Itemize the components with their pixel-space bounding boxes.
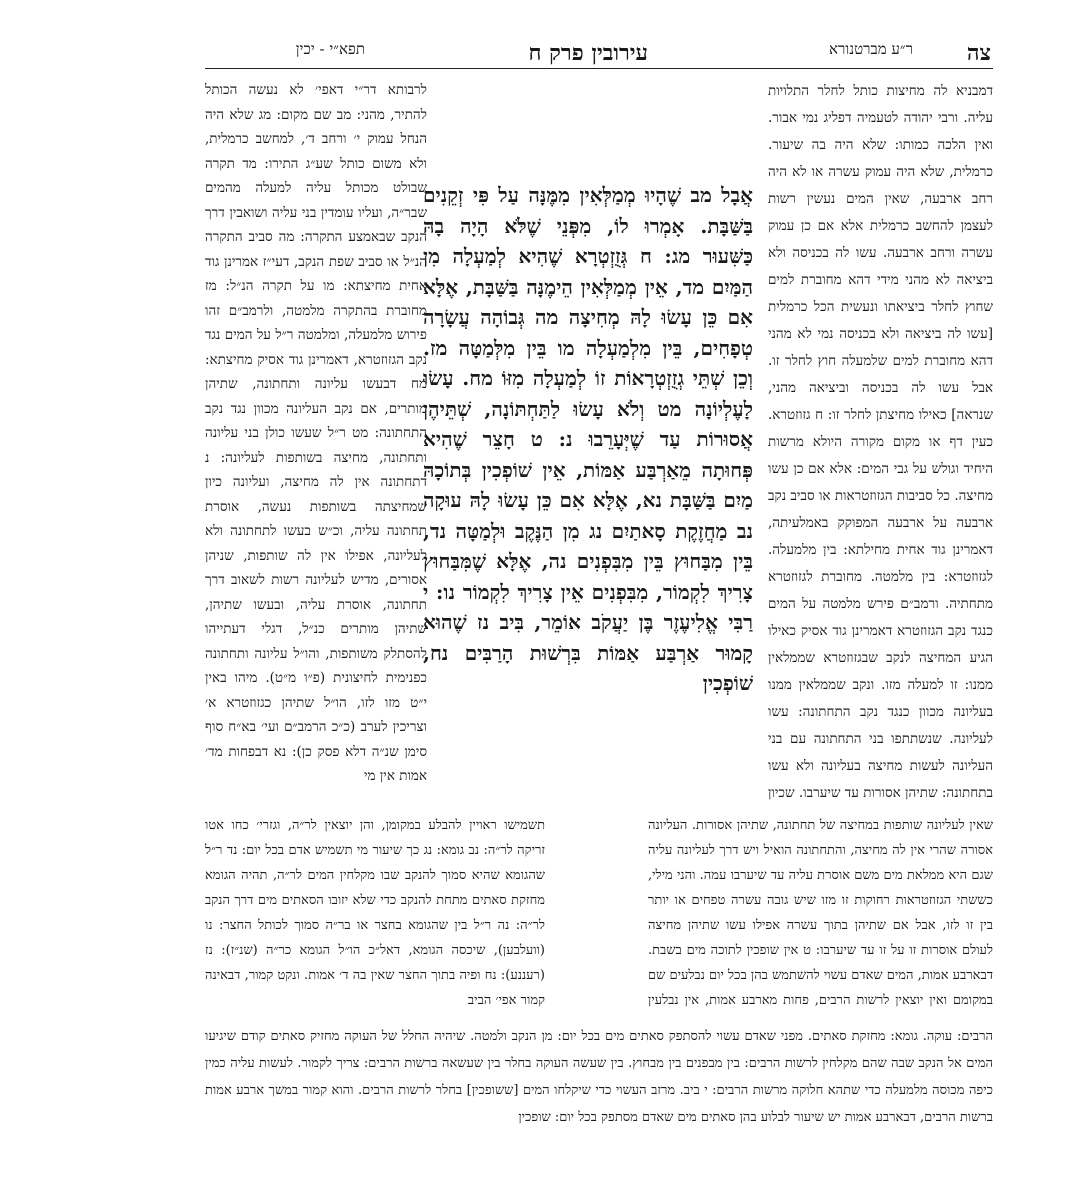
bartenura-footer-text: הרבים: עוקה. גומא: מחזקת סאתים. מפני שאדם עשוי להסתפק סאתים מים בכל יום: מן הנקב ולמטה. שיהיה החלל של העוקה מחזיק סאתים קודם שיגיעו המים אל הנקב שבה שהם מקלחין לרשות הרבים: בין מבפנים בין מבחוץ. בין שעשה העוקה בחלר בין שעשאה ברשות הרבים: צריך לקמור. לעשות עליה כמין כיפה מכוסה מלמעלה כדי שתהא חלוקה מרשות הרבים: י ביב. מרזב העשוי כדי שיקלחו המים [ששופכין] בחלר לרשות הרבים. והוא קמור במשך ארבע אמות ברשות הרבים, דבארבע אמות יש שיעור לבלוע בהן סאתים מים שאדם מסתפק בכל יום: שופכין	[205, 1029, 993, 1125]
yachin-commentary-text: לרבותא דר״י דאפי׳ לא נעשה הכותל להתיר, מהני: מב שם מקום: מג שלא היה הנחל עמוק י׳ ורחב ד׳, למחשב כרמלית, ולא משום כותל שע״ג התירו: מד תקרה שבולט מכותל עליה למעלה מהמים שבר״ה, ועליו עומדין בני עליה ושואבין דרך הנקב שבאמצע התקרה: מה סביב התקרה הנ״ל או סביב שפת הנקב, דעי״ז אמרינן גוד אחית מחיצתא: מו על תקרה הנ״ל: מז מחוברת בהתקרה מלמטה, ולרמב״ם זהו פירוש מלמעלה, ומלמטה ר״ל על המים נגד נקב הגזוזטרא, דאמרינן גוד אסיק מחיצתא: מח דבעשו עליונה ותחתונה, שתיהן מותרים, אם נקב העליונה מכוון נגד נקב התחתונה: מט ר״ל שעשו כולן בני עליונה ותחתונה, מחיצה בשותפות לעליונה: נ דתחתונה אין לה מחיצה, ועליונה כיון שמחיצתה בשותפות נעשה, אוסרת תחתונה עליה, וכ״ש בעשו לתחתונה ולא לעליונה, אפילו אין לה שותפות, שניהן אסורים, מדיש לעליונה רשות לשאוב דרך תחתונה, אוסרת עליה, ובעשו שתיהן, שתיהן מותרים כנ״ל, דגלי דעתייהו להסתלק משותפות, והו״ל עליונה ותחתונה כפנימית לחיצונית (פ״ו מ״ט). מיהו באין י״ט מזו לזו, הו״ל שתיהן כגזוזטרא א׳ וצריכין לערב (כ״כ הרמב״ם ועי׳ בא״ח סוף סימן שנ״ה דלא פסק כן): נא דבפחות מד׳ אמות אין מי	[205, 82, 427, 784]
bartenura-commentary-continued	[648, 800, 993, 1010]
yachin-continued-text: תשמישו ראויין להבלע במקומן, והן יוצאין לר״ה, וגזרי׳ כחו אטו זריקה לר״ה: נב גומא: נג כך שיעור מי תשמיש אדם בכל יום: נד ר״ל שהגומא שהיא סמוך להנקב שבו מקלחין המים לר״ה, תהיה הגומא מחזקת סאתים מתחת להנקב כדי שלא יזובו הסאתים מים דרך הנקב לר״ה: נה ר״ל בין שהגומא בחצר או בר״ה סמוך לכותל החצר: נו (וועלבען), שיכסה הגומא, דאל״כ הו״ל הגומא כר״ה (שנ״ז): נז (רעננע): נח ופיה בתוך החצר שאין בה ד׳ אמות. ונקט קמור, דבאינה קמור אפי׳ הביב	[205, 818, 545, 1008]
bartenura-continued-text: שאין לעליונה שותפות במחיצה של תחתונה, שתיהן אסורות. העליונה אסורה שהרי אין לה מחיצה, והתחתונה הואיל ויש דרך לעליונה עליה שגם היא ממלאת מים משם אוסרת עליה עד שיערבו עמה. והני מילי, כששתי הגזוזטראות רחוקות זו מזו שיש גובה עשרה טפחים או יותר בין זו לזו, אבל אם שתיהן בתוך עשרה אפילו עשו שתיהן מחיצה לעולם אוסרות זו על זו עד שיערבו: ט אין שופכין לתוכה מים בשבת. דבארבע אמות, המים שאדם עשוי להשתמש בהן בכל יום נבלעים שם במקומם ואין יוצאין לרשות הרבים, פחות מארבע אמות, אין נבלעין	[648, 818, 993, 1008]
tractate-chapter-header: עירובין פרק ח	[528, 40, 648, 66]
mishnah-text: אֲבָל מב שֶׁהָיוּ מְמַלְּאִין מִמֶּנָּה עַל פִּי זְקֵנִים בַּשַּׁבָּת. אָמְרוּ לוֹ, מִפְּנֵי שֶׁלֹּא הָיָה בָהּ כַּשִּׁעוּר מג: ח גְּזֻזְטְרָא שֶׁהִיא לְמַעְלָה מִן הַמַּיִם מד, אֵין מְמַלְּאִין הֵימֶנָּה בַּשַּׁבָּת, אֶלָּא אִם כֵּן עָשׂוּ לָהּ מְחִיצָה מה גְּבוֹהָה עֲשָׂרָה טְפָחִים, בֵּין מִלְמַעְלָה מו בֵּין מִלְּמַטָּה מז. וְכֵן שְׁתֵּי גְזֻזְטְרָאוֹת זוֹ לְמַעְלָה מִזּוֹ מח. עָשׂוּ לָעֶלְיוֹנָה מט וְלֹא עָשׂוּ לַתַּחְתּוֹנָה, שְׁתֵּיהֶן אֲסוּרוֹת עַד שֶׁיְּעָרֵבוּ נ: ט חָצֵר שֶׁהִיא פְּחוּתָה מֵאַרְבַּע אַמּוֹת, אֵין שׁוֹפְכִין בְּתוֹכָהּ מַיִם בַּשַּׁבָּת נא, אֶלָּא אִם כֵּן עָשׂוּ לָהּ עוּקָה נב מַחֲזֶקֶת סָאתַיִם נג מִן הַנֶּקֶב וּלְמַטָּה נד, בֵּין מִבַּחוּץ בֵּין מִבִּפְנִים נה, אֶלָּא שֶׁמִּבַּחוּץ צָרִיךְ לִקְמוֹר, מִבִּפְנִים אֵין צָרִיךְ לִקְמוֹר נו: י רַבִּי אֱלִיעֶזֶר בֶּן יַעֲקֹב אוֹמֵר, בִּיב נז שֶׁהוּא קָמוּר אַרְבַּע אַמּוֹת בִּרְשׁוּת הָרַבִּים נח, שׁוֹפְכִין	[423, 183, 753, 695]
yachin-commentary-continued	[205, 800, 545, 1010]
yachin-commentary-column	[205, 78, 427, 808]
page-number: צה	[966, 40, 991, 66]
left-gloss-header: תפא״י - יכין	[295, 40, 365, 58]
bartenura-commentary-column	[768, 78, 993, 808]
header-rule	[205, 68, 993, 69]
commentary-name-header: ר״ע מברטנורא	[829, 40, 913, 58]
bartenura-commentary-footer	[205, 1010, 993, 1155]
mishnah-column	[423, 180, 753, 810]
bartenura-commentary-text: דמבניא לה מחיצות כותל לחלר התלויות עליה. ורבי יהודה לטעמיה דפליג נמי אבור. ואין הלכה כמותו: שלא היה בה שיעור. כרמלית, שלא היה עמוק עשרה או לא היה רחב ארבעה, שאין המים נעשין רשות לעצמן להחשב כרמלית אלא אם כן עמוק עשרה ורחב ארבעה. עשו לה בכניסה ולא ביציאה לא מהני מידי דהא מחוברת למים שחוץ לחלר ביציאתו ונעשית הכל כרמלית [עשו לה ביציאה ולא בכניסה נמי לא מהני דהא מחוברת למים שלמעלה חוץ לחלר זו. אבל עשו לה בכניסה וביציאה מהני, שנראה] כאילו מחיצתן לחלר זו: ח גזוזטרא. כעין דף או מקום מקורה היולא מרשות היחיד וגולש על גבי המים: אלא אם כן עשו מחיצה. כל סביבות הגזוזטראות או סביב נקב ארבעה על ארבעה המפוקק באמלעיתה, דאמרינן גוד אחית מחילתא: בין מלמעלה. לגזוזטרא: בין מלמטה. מחוברת לגזוזטרא מתחתיה. ורמב״ם פירש מלמטה על המים כנגד נקב הגזוזטרא דאמרינן גוד אסיק כאילו הגיע המחיצה לנקב שבגזוזטרא שממלאין ממנו: זו למעלה מזו. ונקב שממלאין ממנו בעליונה מכוון כנגד נקב התחתונה: עשו לעליונה. שנשתתפו בני התחתונה עם בני העליונה לעשות מחיצה בעליונה ולא עשו בתחתונה: שתיהן אסורות עד שיערבו. שכיון	[768, 83, 993, 801]
